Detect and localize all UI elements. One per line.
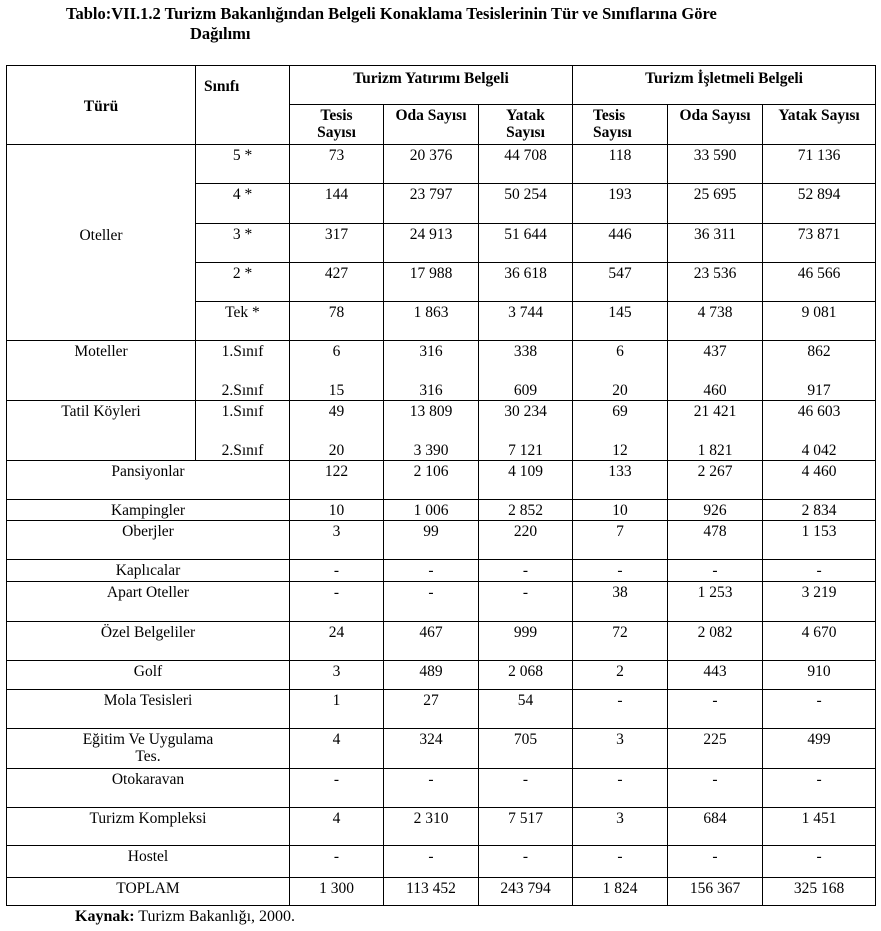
cell: 122 (290, 461, 384, 500)
cell: 7 517 (479, 808, 573, 846)
cell: 2 (573, 661, 668, 690)
accommodation-table (6, 65, 876, 906)
cell: 4 738 (668, 302, 763, 341)
cell: 3 (573, 729, 668, 769)
cell: 49 20 (290, 401, 384, 461)
table-row (7, 808, 876, 846)
class-cell: 5 * (196, 145, 290, 184)
cell: 13 809 3 390 (384, 401, 479, 461)
cell: 133 (573, 461, 668, 500)
table-row (7, 461, 876, 500)
header-tesis-1: Tesis Sayısı (290, 105, 384, 145)
cell: 73 871 (763, 224, 876, 263)
header-oda-1: Oda Sayısı (384, 105, 479, 145)
header-turu: Türü (7, 66, 196, 145)
cell: 443 (668, 661, 763, 690)
cell: 10 (573, 500, 668, 521)
cell: 20 376 (384, 145, 479, 184)
table-row (7, 521, 876, 560)
total-cell: 113 452 (384, 878, 479, 906)
cell: 220 (479, 521, 573, 560)
type-label: Turizm Kompleksi (7, 808, 290, 846)
total-cell: 1 300 (290, 878, 384, 906)
cell: 2 310 (384, 808, 479, 846)
cell: 46 603 4 042 (763, 401, 876, 461)
total-cell: 1 824 (573, 878, 668, 906)
type-label: Eğitim Ve Uygulama Tes. (7, 729, 290, 769)
cell: 910 (763, 661, 876, 690)
cell: 24 (290, 622, 384, 661)
total-cell: 325 168 (763, 878, 876, 906)
cell: - (290, 846, 384, 878)
cell: - (384, 769, 479, 808)
cell: 50 254 (479, 184, 573, 224)
cell: 324 (384, 729, 479, 769)
cell: 52 894 (763, 184, 876, 224)
cell: 2 267 (668, 461, 763, 500)
type-label: Otokaravan (7, 769, 290, 808)
cell: 4 109 (479, 461, 573, 500)
cell: 489 (384, 661, 479, 690)
source-text: Turizm Bakanlığı, 2000. (134, 908, 296, 925)
type-label: Apart Oteller (7, 582, 290, 622)
table-row (7, 690, 876, 729)
cell: - (668, 690, 763, 729)
cell: 36 311 (668, 224, 763, 263)
cell: 317 (290, 224, 384, 263)
cell: 1 (290, 690, 384, 729)
cell: - (479, 560, 573, 582)
cell: - (573, 846, 668, 878)
source-label: Kaynak: (75, 908, 135, 925)
cell: 36 618 (479, 263, 573, 302)
class-cell: 4 * (196, 184, 290, 224)
cell: - (668, 560, 763, 582)
table-row (7, 622, 876, 661)
cell: 69 12 (573, 401, 668, 461)
cell: - (384, 846, 479, 878)
header-yatak-2: Yatak Sayısı (763, 105, 876, 145)
type-label: Mola Tesisleri (7, 690, 290, 729)
type-label: Pansiyonlar (7, 461, 290, 500)
cell: 21 421 1 821 (668, 401, 763, 461)
table-row (7, 769, 876, 808)
cell: 118 (573, 145, 668, 184)
type-tatil-koyleri: Tatil Köyleri (7, 401, 196, 461)
type-label: Kampingler (7, 500, 290, 521)
cell: 1 451 (763, 808, 876, 846)
class-cell: 1.Sınıf 2.Sınıf (196, 341, 290, 401)
cell: - (290, 769, 384, 808)
cell: 6 15 (290, 341, 384, 401)
cell: - (668, 769, 763, 808)
cell: 78 (290, 302, 384, 341)
cell: - (763, 846, 876, 878)
table-row (7, 145, 876, 184)
header-sinifi-empty (196, 105, 290, 145)
type-label: Oberjler (7, 521, 290, 560)
cell: 2 106 (384, 461, 479, 500)
source-note (75, 908, 295, 926)
table-row (7, 401, 876, 461)
cell: - (384, 582, 479, 622)
cell: - (763, 560, 876, 582)
cell: 54 (479, 690, 573, 729)
class-cell: Tek * (196, 302, 290, 341)
cell: 547 (573, 263, 668, 302)
table-row (7, 846, 876, 878)
cell: 9 081 (763, 302, 876, 341)
table-row (7, 661, 876, 690)
header-isletme: Turizm İşletmeli Belgeli (573, 66, 876, 105)
cell: 4 670 (763, 622, 876, 661)
cell: 467 (384, 622, 479, 661)
cell: 4 460 (763, 461, 876, 500)
type-label: Hostel (7, 846, 290, 878)
cell: - (573, 690, 668, 729)
cell: - (573, 769, 668, 808)
cell: 999 (479, 622, 573, 661)
table-row (7, 500, 876, 521)
cell: 1 153 (763, 521, 876, 560)
cell: 499 (763, 729, 876, 769)
cell: 926 (668, 500, 763, 521)
cell: 1 006 (384, 500, 479, 521)
cell: 71 136 (763, 145, 876, 184)
total-label: TOPLAM (7, 878, 290, 906)
cell: - (479, 582, 573, 622)
table-row (7, 729, 876, 769)
cell: 10 (290, 500, 384, 521)
cell: 225 (668, 729, 763, 769)
cell: 1 863 (384, 302, 479, 341)
total-cell: 156 367 (668, 878, 763, 906)
cell: 684 (668, 808, 763, 846)
cell: 4 (290, 808, 384, 846)
class-cell: 3 * (196, 224, 290, 263)
cell: - (290, 560, 384, 582)
cell: 24 913 (384, 224, 479, 263)
cell: 72 (573, 622, 668, 661)
table-row (7, 560, 876, 582)
cell: 7 (573, 521, 668, 560)
total-cell: 243 794 (479, 878, 573, 906)
cell: 862 917 (763, 341, 876, 401)
cell: 2 068 (479, 661, 573, 690)
table-row (7, 341, 876, 401)
cell: 427 (290, 263, 384, 302)
header-yatak-1: Yatak Sayısı (479, 105, 573, 145)
cell: - (763, 769, 876, 808)
cell: 705 (479, 729, 573, 769)
cell: 3 219 (763, 582, 876, 622)
cell: 3 (290, 521, 384, 560)
type-label: Özel Belgeliler (7, 622, 290, 661)
header-yatirim: Turizm Yatırımı Belgeli (290, 66, 573, 105)
cell: 44 708 (479, 145, 573, 184)
cell: 6 20 (573, 341, 668, 401)
cell: - (573, 560, 668, 582)
cell: 38 (573, 582, 668, 622)
cell: 27 (384, 690, 479, 729)
title-line-2: Dağılımı (190, 24, 251, 43)
title-line-1: Tablo:VII.1.2 Turizm Bakanlığından Belgeli Konaklama Tesislerinin Tür ve Sınıflarına Göre (66, 4, 717, 23)
cell: 4 (290, 729, 384, 769)
cell: 1 253 (668, 582, 763, 622)
cell: 33 590 (668, 145, 763, 184)
table-row (7, 582, 876, 622)
type-label: Golf (7, 661, 290, 690)
cell: 30 234 7 121 (479, 401, 573, 461)
cell: - (668, 846, 763, 878)
cell: 23 536 (668, 263, 763, 302)
type-label: Kaplıcalar (7, 560, 290, 582)
cell: - (479, 846, 573, 878)
cell: 193 (573, 184, 668, 224)
cell: - (384, 560, 479, 582)
header-sinifi: Sınıfı (196, 66, 290, 105)
header-tesis-2: Tesis Sayısı (573, 105, 668, 145)
cell: 316 316 (384, 341, 479, 401)
cell: 144 (290, 184, 384, 224)
cell: 2 082 (668, 622, 763, 661)
cell: 99 (384, 521, 479, 560)
cell: 437 460 (668, 341, 763, 401)
cell: 2 834 (763, 500, 876, 521)
class-cell: 1.Sınıf 2.Sınıf (196, 401, 290, 461)
cell: 338 609 (479, 341, 573, 401)
cell: 2 852 (479, 500, 573, 521)
cell: 3 744 (479, 302, 573, 341)
cell: 17 988 (384, 263, 479, 302)
cell: 23 797 (384, 184, 479, 224)
type-oteller: Oteller (7, 145, 196, 341)
cell: - (479, 769, 573, 808)
cell: 3 (290, 661, 384, 690)
cell: 25 695 (668, 184, 763, 224)
cell: 446 (573, 224, 668, 263)
header-row-1 (7, 66, 876, 105)
class-cell: 2 * (196, 263, 290, 302)
header-oda-2: Oda Sayısı (668, 105, 763, 145)
cell: 3 (573, 808, 668, 846)
type-moteller: Moteller (7, 341, 196, 401)
cell: - (290, 582, 384, 622)
cell: 145 (573, 302, 668, 341)
cell: 478 (668, 521, 763, 560)
cell: 51 644 (479, 224, 573, 263)
cell: 46 566 (763, 263, 876, 302)
cell: - (763, 690, 876, 729)
total-row (7, 878, 876, 906)
cell: 73 (290, 145, 384, 184)
